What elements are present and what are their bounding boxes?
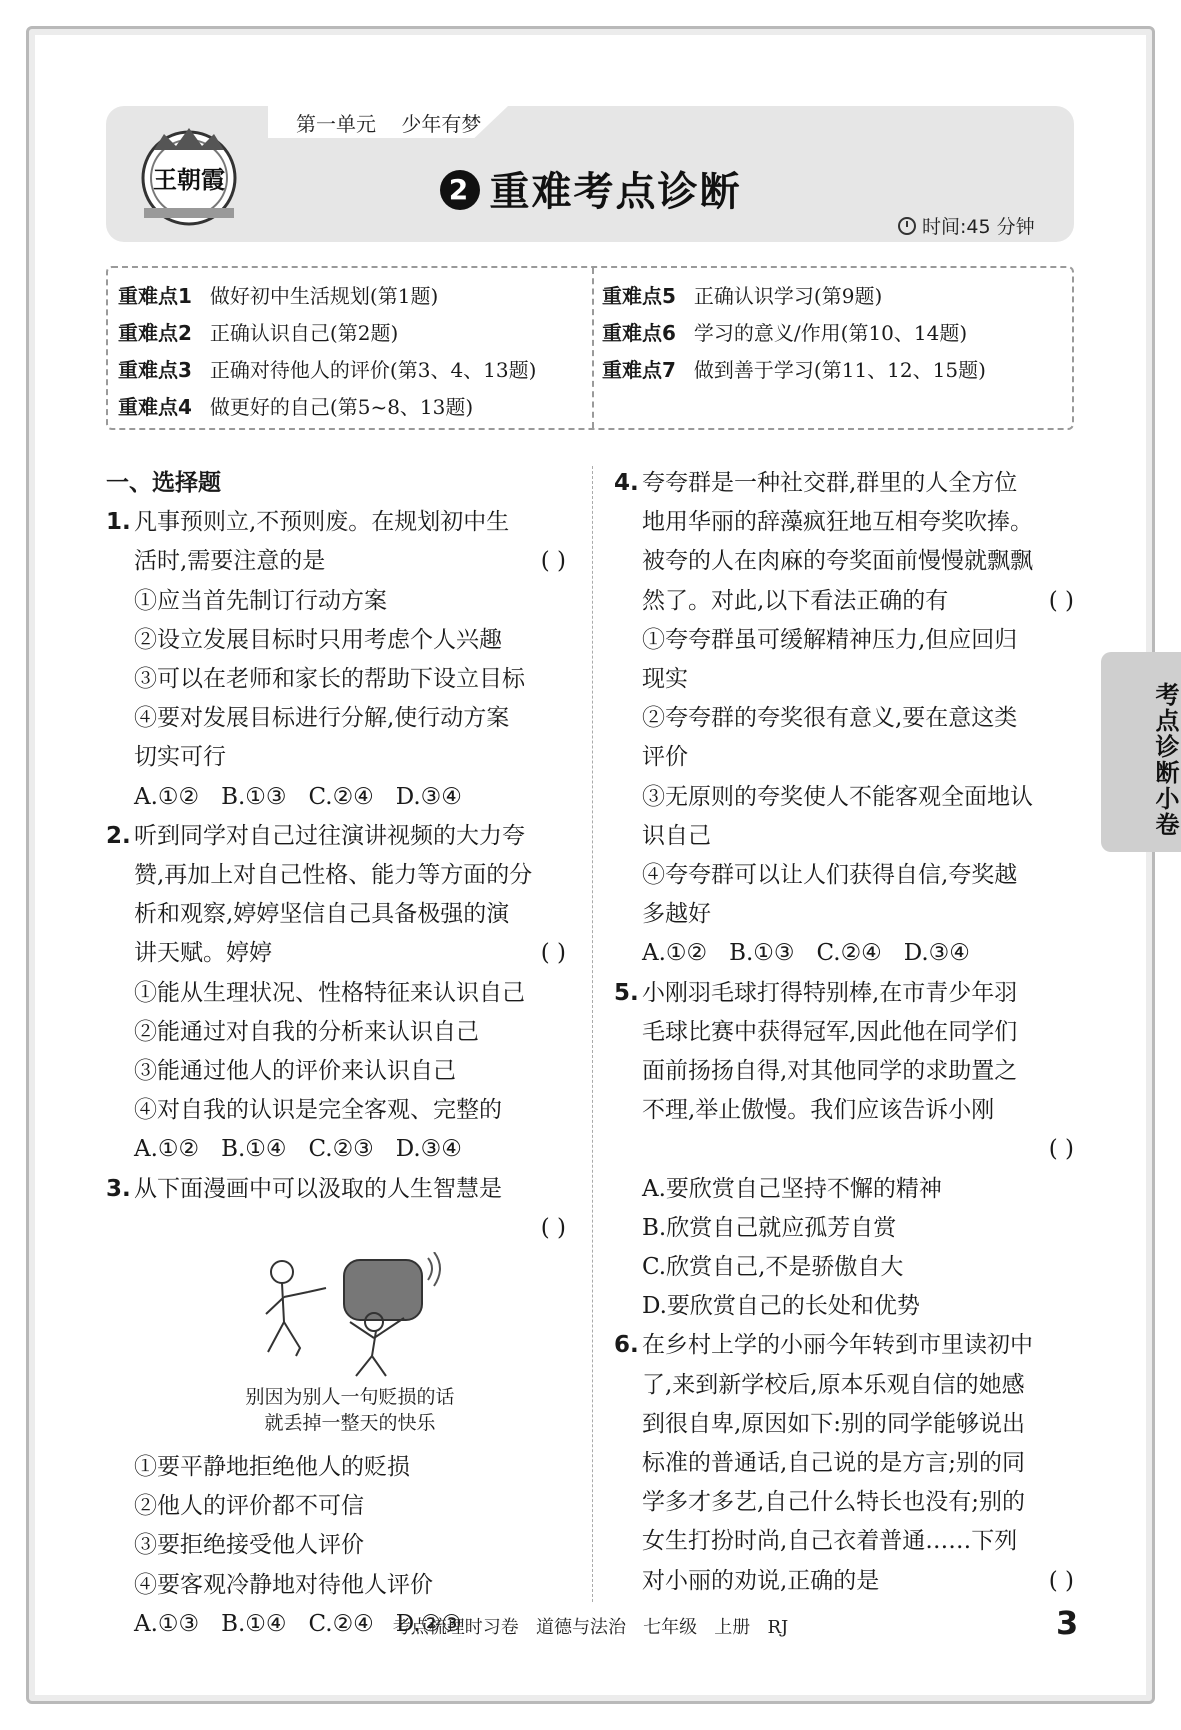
cartoon-caption-2: 就丢掉一整天的快乐 bbox=[264, 1412, 436, 1435]
answer-paren[interactable]: ( ) bbox=[540, 940, 566, 967]
question-1: 1. 凡事预则立,不预则废。在规划初中生 活时,需要注意的是 ( ) bbox=[106, 503, 566, 581]
key-point-6: 重难点6 学习的意义/作用(第10、14题) bbox=[602, 321, 968, 345]
q3-option-3: ③要拒绝接受他人评价 bbox=[134, 1532, 364, 1559]
q3-choices[interactable]: A.①③ B.①④ C.②④ D.②③ bbox=[134, 1610, 462, 1637]
q4-option-2: ②夸夸群的夸奖很有意义,要在意这类 bbox=[642, 705, 1018, 732]
question-2: 2. 听到同学对自己过往演讲视频的大力夸 赞,再加上对自己性格、能力等方面的分 析和观察,婷婷坚信自己具备极强的演 讲天赋。婷婷 ( ) bbox=[106, 817, 566, 974]
q1-option-3: ③可以在老师和家长的帮助下设立目标 bbox=[134, 666, 525, 693]
q2-option-1: ①能从生理状况、性格特征来认识自己 bbox=[134, 979, 525, 1006]
q5-option-b[interactable]: B.欣赏自己就应孤芳自赏 bbox=[642, 1214, 897, 1241]
q1-option-1: ①应当首先制订行动方案 bbox=[134, 587, 387, 614]
question-5: 5. 小刚羽毛球打得特别棒,在市青少年羽 毛球比赛中获得冠军,因此他在同学们 面前扬扬自得,对其他同学的求助置之 不理,举止傲慢。我们应该告诉小刚 ( ) bbox=[614, 979, 1074, 1163]
key-point-3: 重难点3 正确对待他人的评价(第3、4、13题) bbox=[118, 358, 537, 382]
q4-option-3: ③无原则的夸奖使人不能客观全面地认 bbox=[642, 783, 1033, 810]
key-points-divider bbox=[592, 268, 594, 428]
q1-choices[interactable]: A.①② B.①③ C.②④ D.③④ bbox=[134, 783, 462, 810]
q3-option-1: ①要平静地拒绝他人的贬损 bbox=[134, 1454, 410, 1481]
q2-option-3: ③能通过他人的评价来认识自己 bbox=[134, 1058, 456, 1085]
time-text: 时间:45 分钟 bbox=[922, 216, 1035, 238]
q4-option-4: ④夸夸群可以让人们获得自信,夸奖越 bbox=[642, 862, 1018, 889]
column-divider bbox=[592, 466, 593, 1602]
cartoon-caption-1: 别因为别人一句贬损的话 bbox=[245, 1386, 455, 1409]
q4-option-1-cont: 现实 bbox=[642, 666, 688, 693]
q3-option-2: ②他人的评价都不可信 bbox=[134, 1493, 364, 1520]
page-number: 3 bbox=[1056, 1604, 1079, 1642]
key-point-7: 重难点7 做到善于学习(第11、12、15题) bbox=[602, 358, 986, 382]
q4-option-1: ①夸夸群虽可缓解精神压力,但应回归 bbox=[642, 626, 1018, 653]
q1-option-4-cont: 切实可行 bbox=[134, 744, 226, 771]
answer-paren[interactable]: ( ) bbox=[1048, 587, 1074, 614]
q4-choices[interactable]: A.①② B.①③ C.②④ D.③④ bbox=[642, 940, 970, 967]
side-tab: 考点诊断小卷 bbox=[1101, 652, 1181, 852]
answer-paren[interactable]: ( ) bbox=[1048, 1136, 1074, 1163]
question-6: 6. 在乡村上学的小丽今年转到市里读初中 了,来到新学校后,原本乐观自信的她感 到很自卑,原因如下:别的同学能够说出 标准的普通话,自己说的是方言;别的同 学多才多艺,自己什么特长也没有;别的 女生打扮时尚,自己衣着普通……下列 对小丽的劝说,正确的是 ( ) bbox=[614, 1326, 1074, 1600]
cartoon-illustration bbox=[244, 1252, 464, 1382]
q1-option-2: ②设立发展目标时只用考虑个人兴趣 bbox=[134, 626, 502, 653]
clock-icon bbox=[898, 217, 916, 235]
left-column bbox=[106, 464, 566, 1644]
question-4: 4. 夸夸群是一种社交群,群里的人全方位 地用华丽的辞藻疯狂地互相夸奖吹捧。 被夸的人在肉麻的夸奖面前慢慢就飘飘 然了。对此,以下看法正确的有 ( ) bbox=[614, 464, 1074, 621]
answer-paren[interactable]: ( ) bbox=[1048, 1567, 1074, 1594]
q5-option-a[interactable]: A.要欣赏自己坚持不懈的精神 bbox=[642, 1175, 942, 1202]
time-limit bbox=[898, 212, 1035, 239]
key-point-2: 重难点2 正确认识自己(第2题) bbox=[118, 321, 399, 345]
question-3: 3. 从下面漫画中可以汲取的人生智慧是 ( ) bbox=[106, 1175, 566, 1241]
q4-option-2-cont: 评价 bbox=[642, 744, 688, 771]
right-column bbox=[614, 464, 1074, 1601]
section-title: 一、选择题 bbox=[106, 470, 221, 496]
key-point-5: 重难点5 正确认识学习(第9题) bbox=[602, 284, 883, 308]
q3-option-4: ④要客观冷静地对待他人评价 bbox=[134, 1571, 433, 1598]
answer-paren[interactable]: ( ) bbox=[540, 548, 566, 575]
key-point-1: 重难点1 做好初中生活规划(第1题) bbox=[118, 284, 439, 308]
q4-option-4-cont: 多越好 bbox=[642, 901, 711, 928]
unit-title: 第一单元 少年有梦 bbox=[296, 112, 482, 136]
footer-text: 考点梳理时习卷 道德与法治 七年级 上册 RJ bbox=[392, 1617, 789, 1638]
q4-option-3-cont: 识自己 bbox=[642, 822, 711, 849]
svg-text:王朝霞: 王朝霞 bbox=[153, 165, 225, 194]
q2-option-2: ②能通过对自我的分析来认识自己 bbox=[134, 1018, 479, 1045]
page-title bbox=[0, 160, 1181, 217]
title-number: 2 bbox=[440, 170, 480, 210]
cartoon bbox=[134, 1248, 566, 1448]
title-text: 重难考点诊断 bbox=[489, 169, 742, 215]
q2-choices[interactable]: A.①② B.①④ C.②③ D.③④ bbox=[134, 1136, 462, 1163]
key-point-4: 重难点4 做更好的自己(第5~8、13题) bbox=[118, 395, 474, 419]
q5-option-c[interactable]: C.欣赏自己,不是骄傲自大 bbox=[642, 1254, 904, 1281]
q5-option-d[interactable]: D.要欣赏自己的长处和优势 bbox=[642, 1293, 920, 1320]
q2-option-4: ④对自我的认识是完全客观、完整的 bbox=[134, 1097, 502, 1124]
q1-option-4: ④要对发展目标进行分解,使行动方案 bbox=[134, 705, 510, 732]
answer-paren[interactable]: ( ) bbox=[540, 1214, 566, 1241]
